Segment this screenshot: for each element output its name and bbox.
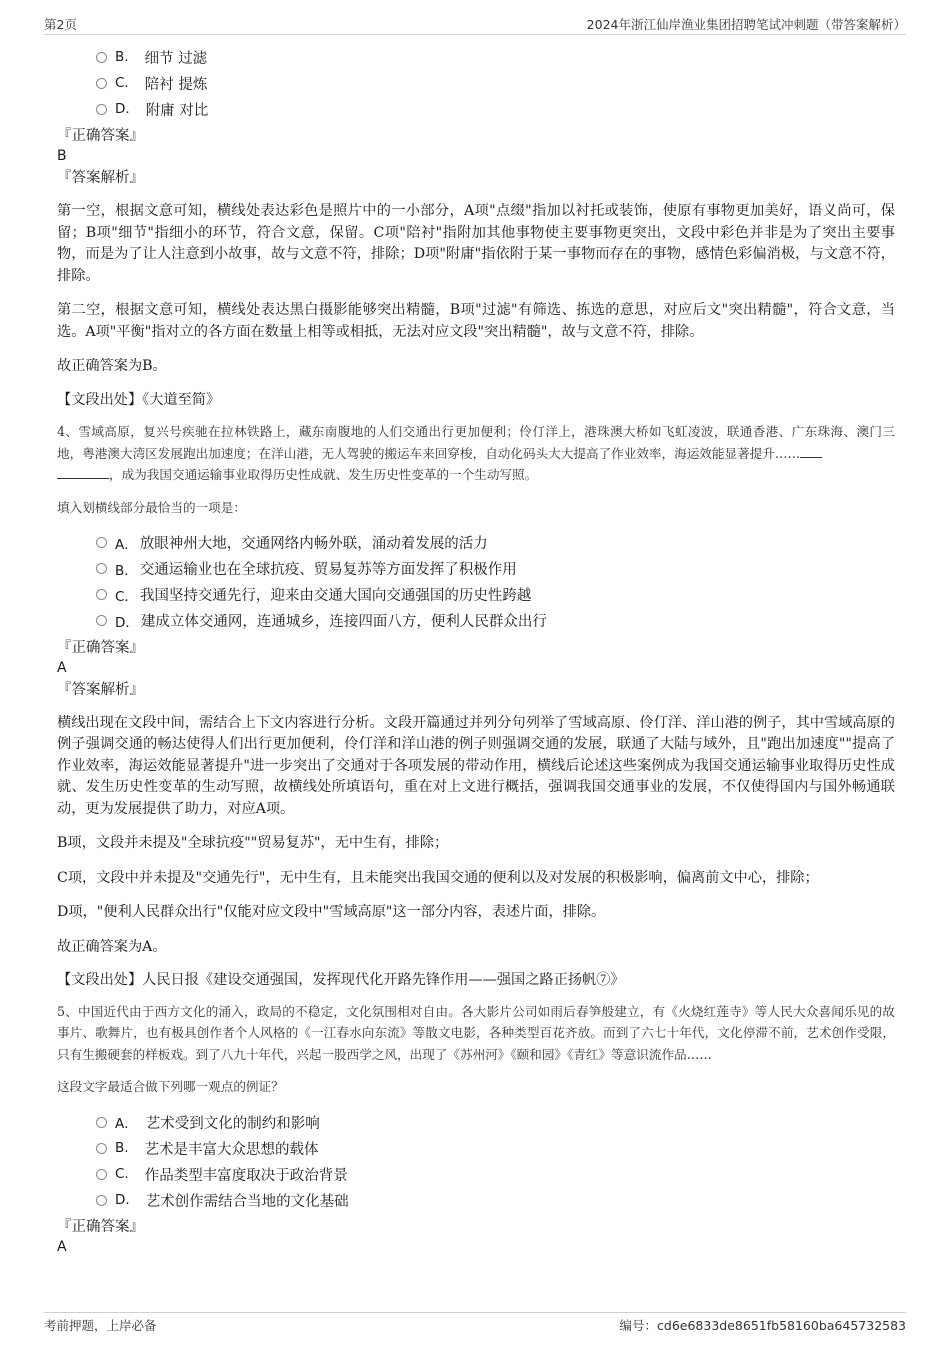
radio-button-icon[interactable] xyxy=(96,1143,107,1154)
option-letter: D. xyxy=(115,101,130,117)
radio-button-icon[interactable] xyxy=(96,589,107,600)
q3-answer-label: 『正确答案』 xyxy=(57,128,144,144)
q3-conclusion: 故正确答案为B。 xyxy=(57,358,167,374)
q3-option-c[interactable] xyxy=(96,70,895,96)
q3-analysis-label: 『答案解析』 xyxy=(57,170,144,186)
option-letter: C． xyxy=(115,588,138,605)
q4-analysis-paragraph: C项，文段中并未提及"交通先行"，无中生有，且未能突出我国交通的便利以及对发展的积极影响，偏离前文中心，排除； xyxy=(57,869,819,886)
q4-question-text: 4、雪域高原，复兴号疾驰在拉林铁路上，藏东南腹地的人们交通出行更加便利；伶仃洋上，港珠澳大桥如飞虹凌波，联通香港、广东珠海、澳门三地，粤港澳大湾区发展跑出加速度；在洋山港，无人驾驶的搬运车来回穿梭，自动化码头大大提高了作业效率，海运效能显著提升…… xyxy=(57,424,895,461)
option-text: 艺术创作需结合当地的文化基础 xyxy=(145,1193,349,1210)
option-text: 作品类型丰富度取决于政治背景 xyxy=(144,1167,348,1184)
radio-button-icon[interactable] xyxy=(96,1117,107,1128)
q4-analysis-paragraph: D项，"便利人民群众出行"仅能对应文段中"雪域高原"这一部分内容，表述片面，排除。 xyxy=(57,904,606,920)
q5-option-a[interactable] xyxy=(96,1109,895,1135)
q3-analysis-paragraph: 第一空，根据文意可知，横线处表达彩色是照片中的一小部分，A项"点缀"指加以衬托或装饰，使原有事物更加美好，语义尚可，保留；B项"细节"指细小的环节，符合文意，保留。C项"陪衬"指附加其他事物使主要事物更突出，文段中彩色并非是为了突出主要事物，而是为了让人注意到小故事，故与文意不符，排除；D项"附庸"指依附于某一事物而存在的事物，感情色彩偏消极，与文意不符，排除。 xyxy=(57,203,895,284)
option-letter: B. xyxy=(115,49,129,65)
q4-option-d[interactable] xyxy=(96,608,895,634)
option-letter: A． xyxy=(115,1116,138,1132)
option-text: 交通运输业也在全球抗疫、贸易复苏等方面发挥了积极作用 xyxy=(139,562,517,578)
page-footer xyxy=(44,1312,906,1333)
q3-source: 【文段出处】《大道至简》 xyxy=(57,391,221,408)
radio-button-icon[interactable] xyxy=(96,1169,107,1180)
page-content xyxy=(57,44,895,1257)
option-letter: C. xyxy=(115,75,129,91)
q4-options xyxy=(96,530,895,634)
radio-button-icon[interactable] xyxy=(96,615,107,626)
q4-prompt: 填入划横线部分最恰当的一项是： xyxy=(57,499,246,515)
q4-option-a[interactable] xyxy=(96,530,895,556)
option-letter: B. xyxy=(115,1140,129,1156)
q4-option-c[interactable] xyxy=(96,582,895,608)
option-text: 陪衬 提炼 xyxy=(144,76,208,93)
answer-blank xyxy=(57,464,109,479)
q4-source: 【文段出处】人民日报《建设交通强国，发挥现代化开路先锋作用——强国之路正扬帆⑦》 xyxy=(57,972,625,988)
q5-option-b[interactable] xyxy=(96,1135,895,1161)
q4-analysis-paragraph: B项，文段并未提及"全球抗疫""贸易复苏"，无中生有，排除； xyxy=(57,835,449,851)
option-text: 放眼神州大地，交通网络内畅外联，涌动着发展的活力 xyxy=(139,536,488,552)
radio-button-icon[interactable] xyxy=(96,537,107,548)
option-letter: D. xyxy=(115,1192,130,1208)
option-letter: A． xyxy=(115,536,138,553)
q3-options xyxy=(96,44,895,122)
q4-analysis-paragraph: 横线出现在文段中间，需结合上下文内容进行分析。文段开篇通过并列分句列举了雪域高原、伶仃洋、洋山港的例子，其中雪域高原的例子强调交通的畅达使得人们出行更加便利，伶仃洋和洋山港的例子则强调交通的发展，联通了大陆与域外，且"跑出加速度""提高了作业效率，海运效能显著提升"进一步突出了交通对于各项发展的带动作用，横线后论述这些案例成为我国交通运输事业取得历史性成就、发生历史性变革的生动写照，故横线处所填语句，重在对上文进行概括，强调我国交通事业的发展，不仅使得国内与国外畅通联动，更为发展提供了助力，对应A项。 xyxy=(57,714,895,817)
q5-answer: A xyxy=(57,1239,67,1255)
q3-option-d[interactable] xyxy=(96,96,895,122)
option-text: 建成立体交通网，连通城乡，连接四面八方，便利人民群众出行 xyxy=(140,614,547,630)
q4-analysis-label: 『答案解析』 xyxy=(57,681,144,698)
option-text: 艺术是丰富大众思想的载体 xyxy=(144,1141,319,1158)
q4-option-b[interactable] xyxy=(96,556,895,582)
document-code: 编号：cd6e6833de8651fb58160ba645732583 xyxy=(619,1318,906,1333)
q3-analysis-paragraph: 第二空，根据文意可知，横线处表达黑白摄影能够突出精髓，B项"过滤"有筛选、拣选的意思，对应后文"突出精髓"，符合文意，当选。A项"平衡"指对立的各方面在数量上相等或相抵，无法对应文段"突出精髓"，故与文意不符，排除。 xyxy=(57,302,895,340)
page-number: 第2页 xyxy=(44,17,77,32)
radio-button-icon[interactable] xyxy=(96,78,107,89)
option-letter: D． xyxy=(115,614,139,631)
page-header xyxy=(44,14,906,35)
option-text: 细节 过滤 xyxy=(144,50,208,67)
option-text: 艺术受到文化的制约和影响 xyxy=(145,1115,320,1132)
radio-button-icon[interactable] xyxy=(96,1195,107,1206)
q5-option-d[interactable] xyxy=(96,1187,895,1213)
q4-conclusion: 故正确答案为A。 xyxy=(57,938,167,955)
q4-question xyxy=(57,421,895,486)
q5-prompt: 这段文字最适合做下列哪一观点的例证？ xyxy=(57,1079,284,1094)
q3-option-b[interactable] xyxy=(96,44,895,70)
radio-button-icon[interactable] xyxy=(96,104,107,115)
option-letter: C. xyxy=(115,1166,129,1182)
option-letter: B． xyxy=(115,562,138,579)
q3-answer: B xyxy=(57,148,67,164)
q4-answer-label: 『正确答案』 xyxy=(57,639,144,656)
option-text: 附庸 对比 xyxy=(145,102,209,119)
q4-answer: A xyxy=(57,659,67,676)
radio-button-icon[interactable] xyxy=(96,563,107,574)
radio-button-icon[interactable] xyxy=(96,52,107,63)
q4-question-text: ，成为我国交通运输事业取得历史性成就、发生历史性变革的一个生动写照。 xyxy=(109,467,538,482)
document-title: 2024年浙江仙岸渔业集团招聘笔试冲刺题（带答案解析） xyxy=(586,17,906,32)
q5-answer-label: 『正确答案』 xyxy=(57,1219,144,1235)
answer-blank xyxy=(800,443,822,458)
option-text: 我国坚持交通先行，迎来由交通大国向交通强国的历史性跨越 xyxy=(139,588,532,604)
footer-slogan: 考前押题，上岸必备 xyxy=(44,1318,157,1333)
q5-options xyxy=(96,1109,895,1213)
q5-question: 5、中国近代由于西方文化的涌入，政局的不稳定，文化氛围相对自由。各大影片公司如雨后春笋般建立，有《火烧红莲寺》等人民大众喜闻乐见的故事片、歌舞片，也有极具创作者个人风格的《一江春水向东流》等散文电影，各种类型百花齐放。而到了六七十年代，文化停滞不前，艺术创作受限，只有生搬硬套的样板戏。到了八九十年代，兴起一股西学之风，出现了《苏州河》《颐和园》《青红》等意识流作品…… xyxy=(57,1003,895,1062)
q5-option-c[interactable] xyxy=(96,1161,895,1187)
